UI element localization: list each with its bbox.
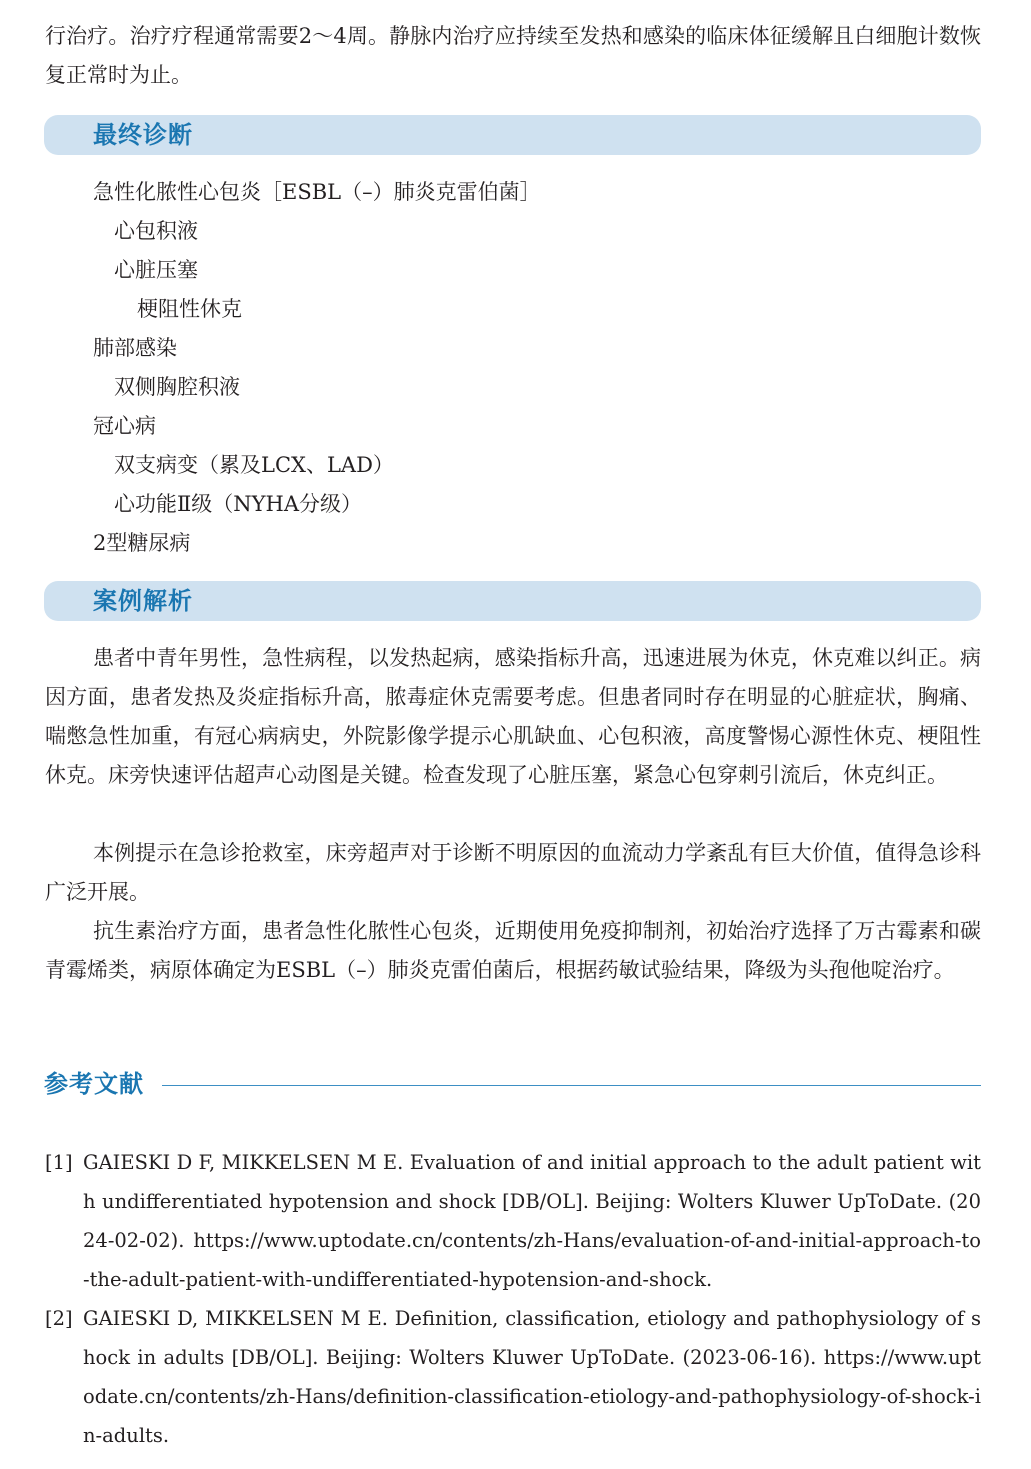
intro-paragraph: 行治疗。治疗疗程通常需要2～4周。静脉内治疗应持续至发热和感染的临床体征缓解且白细胞计数恢复正常时为止。 [45,24,981,87]
diagnosis-item: 梗阻性休克 [137,297,242,321]
reference-text: GAIESKI D F, MIKKELSEN M E. Evaluation of and initial approach to the adult patient with undifferentiated hypotension and shock [DB/OL]. Beijing: Wolters Kluwer UpToDate. (2024-02-02). https://www.uptodate.cn/contents/zh-Hans/evaluation-of-and-initial-approach-to-the-adult-patient-with-undifferentiated-hypotension-and-shock. [83,1151,981,1291]
diagnosis-item: 心功能Ⅱ级（NYHA分级） [114,492,362,516]
diagnosis-item: 双侧胸腔积液 [114,375,240,399]
diagnosis-item: 肺部感染 [93,336,177,360]
diagnosis-item: 心包积液 [114,219,198,243]
analysis-paragraph: 患者中青年男性，急性病程，以发热起病，感染指标升高，迅速进展为休克，休克难以纠正。病因方面，患者发热及炎症指标升高，脓毒症休克需要考虑。但患者同时存在明显的心脏症状，胸痛、喘憋急性加重，有冠心病病史，外院影像学提示心肌缺血、心包积液，高度警惕心源性休克、梗阻性休克。床旁快速评估超声心动图是关键。检查发现了心脏压塞，紧急心包穿刺引流后，休克纠正。 [45,646,981,787]
final-diagnosis-title: 最终诊断 [93,121,193,149]
diagnosis-item: 冠心病 [93,414,156,438]
references-divider [162,1085,981,1086]
reference-number: [1] [45,1151,73,1174]
analysis-paragraph: 本例提示在急诊抢救室，床旁超声对于诊断不明原因的血流动力学紊乱有巨大价值，值得急诊科广泛开展。 [45,841,981,904]
case-analysis-header [44,581,981,621]
reference-text: GAIESKI D, MIKKELSEN M E. Definition, classification, etiology and pathophysiology of shock in adults [DB/OL]. Beijing: Wolters Kluwer UpToDate. (2023-06-16). https://www.uptodate.cn/contents/zh-Hans/definition-classification-etiology-and-pathophysiology-of-shock-in-adults. [83,1307,981,1447]
reference-number: [2] [45,1307,73,1330]
case-analysis-title: 案例解析 [93,587,193,615]
analysis-paragraph: 抗生素治疗方面，患者急性化脓性心包炎，近期使用免疫抑制剂，初始治疗选择了万古霉素和碳青霉烯类，病原体确定为ESBL（–）肺炎克雷伯菌后，根据药敏试验结果，降级为头孢他啶治疗。 [45,919,981,982]
diagnosis-item: 急性化脓性心包炎［ESBL（–）肺炎克雷伯菌］ [93,180,541,204]
final-diagnosis-header [44,115,981,155]
diagnosis-item: 双支病变（累及LCX、LAD） [114,453,394,477]
reference-item [45,1143,981,1299]
diagnosis-item: 2型糖尿病 [93,531,191,555]
reference-item [45,1299,981,1455]
diagnosis-item: 心脏压塞 [114,258,198,282]
references-title: 参考文献 [44,1070,144,1098]
